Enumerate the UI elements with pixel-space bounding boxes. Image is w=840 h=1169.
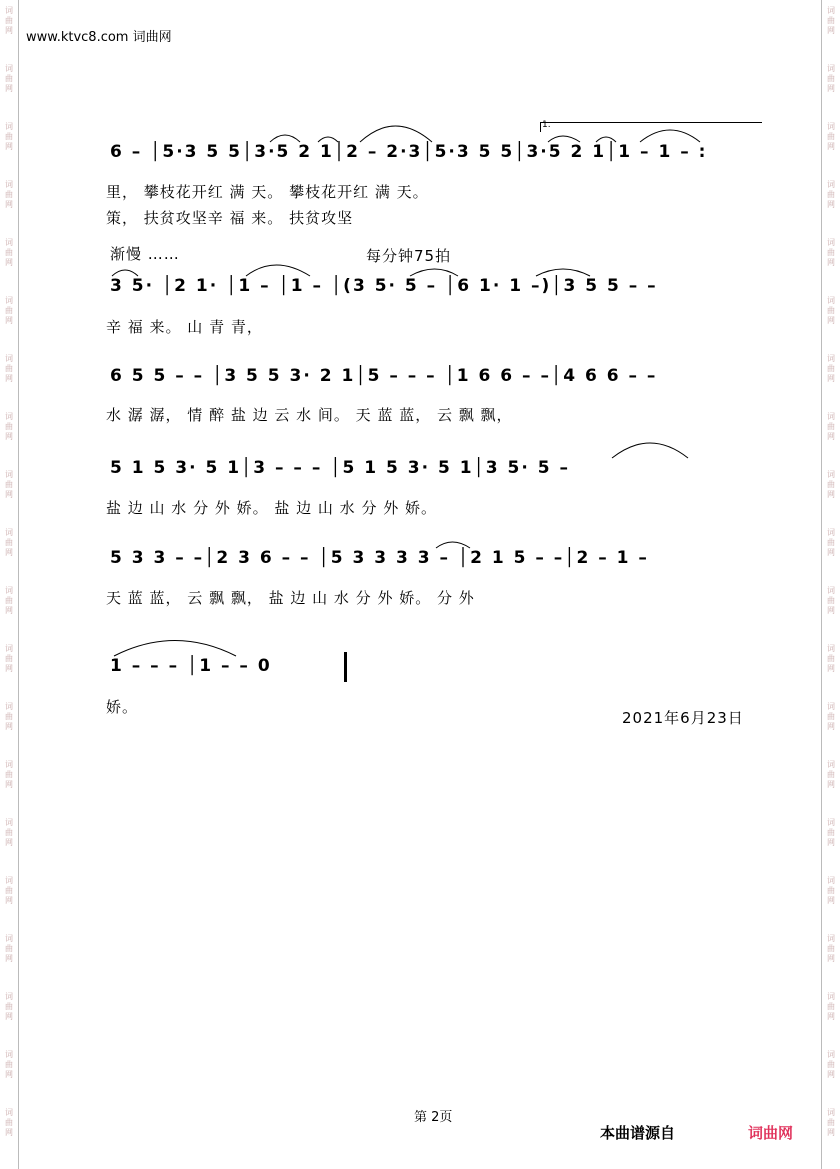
notation-line-5: 5 3 3 – –│2 3 6 – – │5 3 3 3 3 – │2 1 5 – –│2 – 1 –	[110, 548, 649, 568]
slur	[596, 137, 616, 142]
source-label: 本曲谱源自	[600, 1124, 676, 1142]
lyrics-line-1b: 策， 扶贫攻坚辛 福 来。 扶贫攻坚	[106, 209, 354, 227]
lyrics-line-2: 辛 福 来。 山 青 青，	[106, 318, 263, 336]
watermark-mark: 词 曲 网	[5, 760, 13, 789]
watermark-mark: 词 曲 网	[827, 586, 835, 615]
lyrics-line-4: 盐 边 山 水 分 外 娇。 盐 边 山 水 分 外 娇。	[106, 499, 437, 517]
slur	[640, 130, 700, 142]
slur	[536, 269, 590, 276]
watermark-mark: 词 曲 网	[827, 818, 835, 847]
watermark-mark: 词 曲 网	[5, 1050, 13, 1079]
watermark-mark: 词 曲 网	[5, 992, 13, 1021]
notation-line-2: 3 5· │2 1· │1 – │1 – │(3 5· 5 – │6 1· 1 –)│3 5 5 – –	[110, 276, 658, 296]
notation-line-1: 6 – │5·3 5 5│3·5 2 1│2 – 2·3│5·3 5 5│3·5 2 1│1 – 1 – :	[110, 142, 708, 162]
slur	[246, 265, 310, 276]
slur	[410, 269, 458, 276]
tempo-mark-rit: 渐慢 ……	[110, 245, 180, 263]
composition-date: 2021年6月23日	[622, 709, 744, 727]
watermark-mark: 词 曲 网	[5, 64, 13, 93]
watermark-mark: 词 曲 网	[5, 586, 13, 615]
watermark-mark: 词 曲 网	[827, 64, 835, 93]
watermark-mark: 词 曲 网	[827, 180, 835, 209]
watermark-mark: 词 曲 网	[827, 992, 835, 1021]
slur	[612, 443, 688, 458]
watermark-mark: 词 曲 网	[5, 470, 13, 499]
watermark-mark: 词 曲 网	[827, 1050, 835, 1079]
watermark-mark: 词 曲 网	[827, 876, 835, 905]
lyrics-line-5: 天 蓝 蓝， 云 飘 飘， 盐 边 山 水 分 外 娇。 分 外	[106, 589, 475, 607]
watermark-mark: 词 曲 网	[827, 1108, 835, 1137]
slur	[114, 641, 236, 657]
watermark-mark: 词 曲 网	[827, 760, 835, 789]
watermark-mark: 词 曲 网	[5, 412, 13, 441]
watermark-mark: 词 曲 网	[5, 644, 13, 673]
watermark-mark: 词 曲 网	[5, 876, 13, 905]
slur	[436, 542, 470, 548]
page-number: 第 2页	[414, 1110, 453, 1125]
brand-logo: 词曲网	[748, 1124, 794, 1142]
watermark-mark: 词 曲 网	[827, 6, 835, 35]
slur	[318, 137, 338, 142]
watermark-mark: 词 曲 网	[827, 238, 835, 267]
watermark-mark: 词 曲 网	[827, 702, 835, 731]
slur	[548, 136, 580, 142]
lyrics-line-1a: 里， 攀枝花开红 满 天。 攀枝花开红 满 天。	[106, 183, 429, 201]
watermark-mark: 词 曲 网	[5, 702, 13, 731]
tempo-mark-bpm: 每分钟75拍	[366, 247, 452, 265]
slur	[270, 135, 300, 142]
watermark-mark: 词 曲 网	[5, 934, 13, 963]
watermark-mark: 词 曲 网	[827, 470, 835, 499]
slur	[360, 126, 432, 142]
watermark-mark: 词 曲 网	[827, 644, 835, 673]
watermark-mark: 词 曲 网	[5, 6, 13, 35]
watermark-mark: 词 曲 网	[827, 122, 835, 151]
watermark-mark: 词 曲 网	[5, 1108, 13, 1137]
watermark-mark: 词 曲 网	[5, 238, 13, 267]
watermark-mark: 词 曲 网	[827, 354, 835, 383]
watermark-mark: 词 曲 网	[5, 296, 13, 325]
notation-line-3: 6 5 5 – – │3 5 5 3· 2 1│5 – – – │1 6 6 – –│4 6 6 – –	[110, 366, 658, 386]
watermark-mark: 词 曲 网	[5, 354, 13, 383]
notation-line-6: 1 – – – │1 – – 0	[110, 656, 272, 676]
watermark-mark: 词 曲 网	[5, 122, 13, 151]
watermark-mark: 词 曲 网	[827, 934, 835, 963]
site-header: www.ktvc8.com 词曲网	[26, 30, 172, 45]
watermark-mark: 词 曲 网	[5, 528, 13, 557]
slur	[112, 270, 138, 276]
watermark-mark: 词 曲 网	[827, 296, 835, 325]
volta-number: 1.	[542, 120, 551, 130]
notation-line-4: 5 1 5 3· 5 1│3 – – – │5 1 5 3· 5 1│3 5· 5 –	[110, 458, 570, 478]
watermark-mark: 词 曲 网	[827, 412, 835, 441]
lyrics-line-6: 娇。	[106, 698, 139, 716]
watermark-mark: 词 曲 网	[827, 528, 835, 557]
watermark-mark: 词 曲 网	[5, 180, 13, 209]
watermark-mark: 词 曲 网	[5, 818, 13, 847]
lyrics-line-3: 水 潺 潺， 情 醉 盐 边 云 水 间。 天 蓝 蓝， 云 飘 飘，	[106, 406, 513, 424]
